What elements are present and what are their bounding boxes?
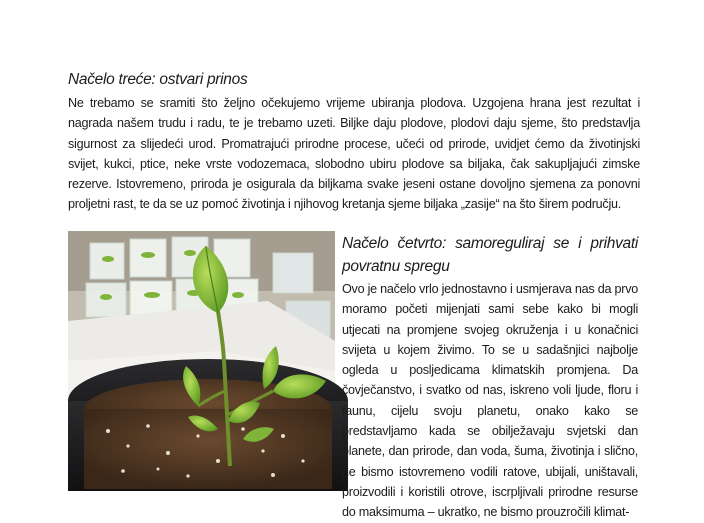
section-3-paragraph: Ne trebamo se sramiti što željno očekujemo vrijeme ubiranja plodova. Uzgojena hrana jest rezultat i nagrada našem trudu i radu, te je trebamo uzeti. Biljke daju plodove, plodovi daju sjeme, što predstavlja sigurnost za slijedeći urod. Promatrajući prirodne procese, učeći od prirode, uvidjet ćemo da životinjski svijet, kukci, ptice, neke vrste vodozemaca, slobodno ubiru plodove sa biljaka, čak sakupljajući zimske rezerve. Istovremeno, priroda je osigurala da biljkama svake jeseni ostane dovoljno sjemena za ponovni proljetni rast, te da se uz pomoć životinja i njihovog kretanja sjeme biljaka „zasije“ na što širem području.	[68, 96, 640, 212]
section-3-heading: Načelo treće: ostvari prinos	[68, 71, 248, 88]
seedling-photo	[68, 231, 335, 486]
section-4-paragraph: Ovo je načelo vrlo jednostavno i usmjerava nas da prvo moramo početi mijenjati sami sebe kako bi mogli utjecati na promjene svojeg okruženja i u konačnici svijeta u kojem živimo. To se u sadašnjici najbolje ogleda u posljedicama klimatskih promjena. Da čovječanstvo, i svatko od nas, iskreno voli ljude, floru i faunu, cijelu svoju planetu, onako kako se predstavljamo kada se obilježavaju svjetski dan planete, dan prirode, dan voda, šuma, životinja i slično, ne bismo istovremeno vodili ratove, ubijali, uništavali, proizvodili i koristili otrove, iscrpljivali prirodne resurse do maksimuma – ukratko, ne bismo prouzročili klimat-	[342, 282, 638, 520]
section-4-heading: Načelo četvrto: samoreguliraj se i prihvati povratnu spregu	[342, 235, 638, 275]
seedling-photo-image	[68, 231, 335, 486]
